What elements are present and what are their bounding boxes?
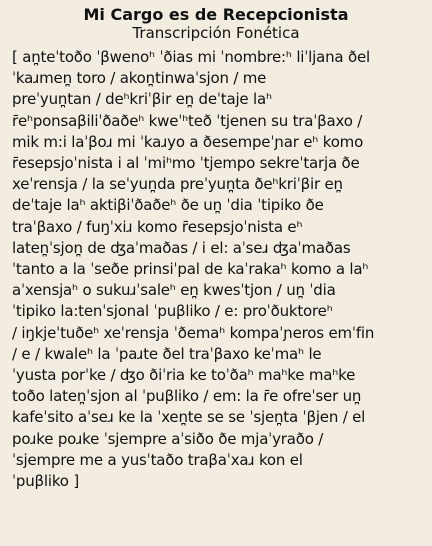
transcription-line: / iŋkjeˈtuðeʰ xeˈrensja ˈðemaʰ kompaˈɲeros emˈfin bbox=[12, 323, 375, 342]
document-subtitle: Transcripción Fonética bbox=[132, 24, 300, 42]
transcription-line: deˈtaje laʰ aktiβiˈðaðeʰ ðe un̪ ˈdia ˈtipiko ðe bbox=[12, 196, 324, 215]
transcription-line: r̄eʰponsaβiliˈðaðeʰ kweˈʰteð ˈtjenen su traˈβaxo / bbox=[12, 111, 363, 130]
transcription-line: laten̪ˈsjon̪ de ʤaˈmaðas / i el: aˈseɹ ʤaˈmaðas bbox=[12, 238, 351, 257]
transcription-line: xeˈrensja / la seˈyun̪da preˈyun̪ta ðeʰkriˈβir en̪ bbox=[12, 175, 343, 194]
document-title: Mi Cargo es de Recepcionista bbox=[83, 5, 349, 24]
transcription-line: ˈpuβliko ] bbox=[12, 472, 80, 491]
transcription-line: / e / kwaleʰ la ˈpaɹte ðel traˈβaxo keˈmaʰ le bbox=[12, 344, 322, 363]
transcription-line: mik m:i laˈβoɹ mi ˈkaɹyo a ðesempeˈɲar eʰ komo bbox=[12, 132, 364, 151]
phonetic-transcription bbox=[12, 47, 422, 492]
transcription-line: ˈyusta porˈke / ʤo ðiˈria ke toˈðaʰ maʰke maʰke bbox=[12, 366, 356, 385]
transcription-line: ˈsjempre me a yusˈtaðo traβaˈxaɹ kon el bbox=[12, 450, 303, 469]
transcription-line: ˈtanto a la ˈseðe prinsiˈpal de kaˈrakaʰ komo a laʰ bbox=[12, 260, 369, 279]
transcription-line: poɹke poɹke ˈsjempre aˈsiðo ðe mjaˈyraðo / bbox=[12, 429, 324, 448]
transcription-line: toðo laten̪ˈsjon al ˈpuβliko / em: la r̄e ofreˈser un̪ bbox=[12, 387, 362, 406]
transcription-line: kafeˈsito aˈseɹ ke la ˈxen̪te se se ˈsjen̪ta ˈβjen / el bbox=[12, 408, 366, 427]
transcription-line: preˈyun̪tan / deʰkriˈβir en̪ deˈtaje laʰ bbox=[12, 90, 272, 109]
transcription-line: traˈβaxo / fuŋˈxiɹ komo r̄esepsjoˈnista eʰ bbox=[12, 217, 303, 236]
transcription-line: r̄esepsjoˈnista i al ˈmiʰmo ˈtjempo sekreˈtarja ðe bbox=[12, 154, 360, 173]
transcription-line: ˈtipiko la:tenˈsjonal ˈpuβliko / e: proˈðuktoreʰ bbox=[12, 302, 333, 321]
transcription-line: [ an̪teˈtoðo ˈβwenoʰ ˈðias mi ˈnombre:ʰ liˈljana ðel bbox=[12, 48, 370, 66]
transcription-line: ˈkaɹmen̪ toro / akon̪tinwaˈsjon / me bbox=[12, 69, 267, 88]
transcription-line: aˈxensjaʰ o sukuɹˈsaleʰ en̪ kwesˈtjon / un̪ ˈdia bbox=[12, 281, 336, 300]
